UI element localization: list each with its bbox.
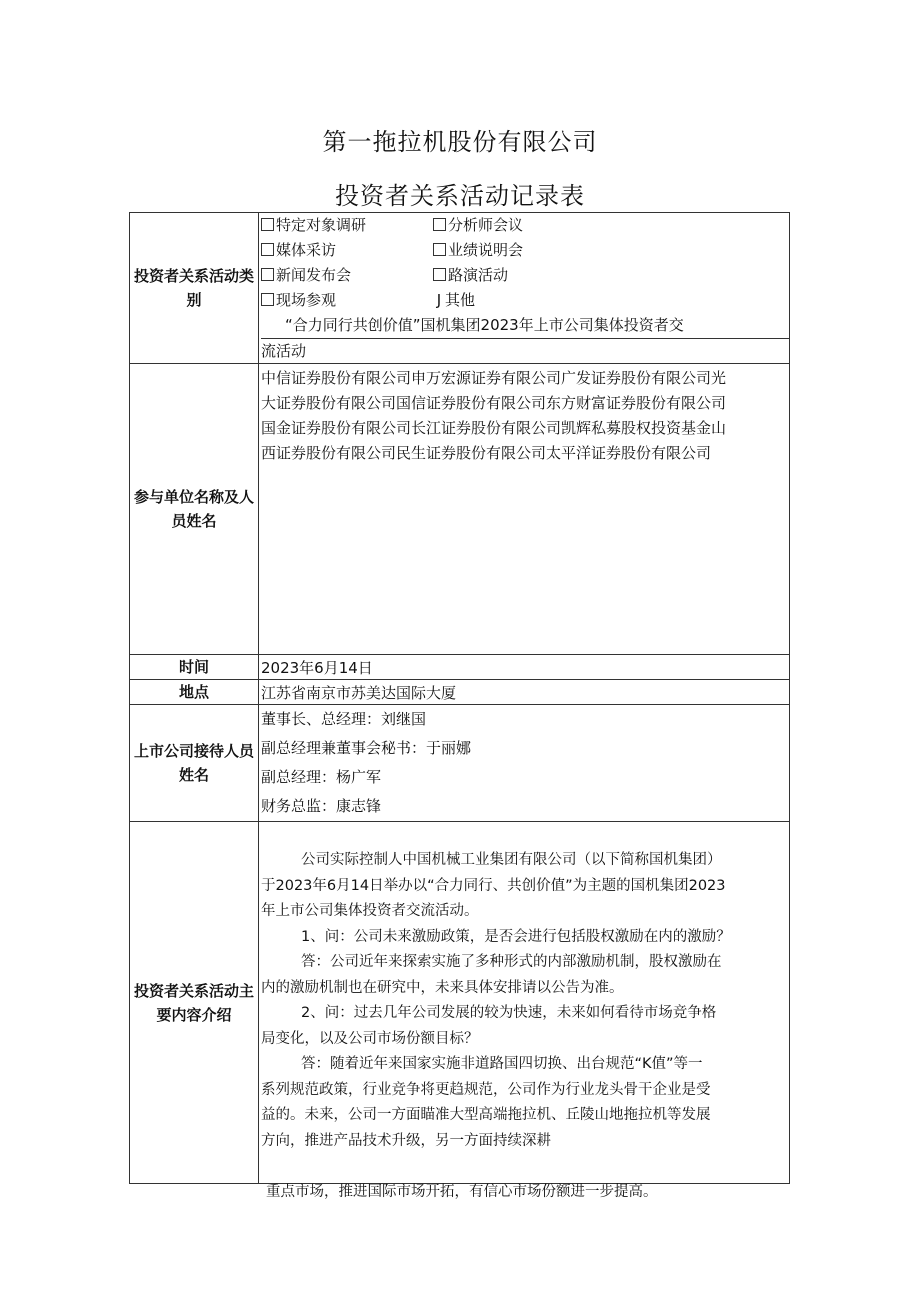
option-roadshow[interactable]: 路演活动 bbox=[433, 263, 605, 288]
option-special-research[interactable]: 特定对象调研 bbox=[261, 213, 433, 238]
checkbox-icon bbox=[433, 243, 446, 256]
checkbox-icon bbox=[261, 243, 274, 256]
option-media-interview[interactable]: 媒体采访 bbox=[261, 238, 433, 263]
content-value bbox=[259, 822, 790, 1184]
receptionists-value bbox=[259, 705, 790, 822]
option-earnings-briefing[interactable]: 业绩说明会 bbox=[433, 238, 605, 263]
content-continuation: 重点市场，推进国际市场开拓，有信心市场份额进一步提高。 bbox=[266, 1184, 658, 1200]
record-table bbox=[129, 212, 790, 1184]
time-value: 2023年6月14日 bbox=[259, 655, 790, 680]
receptionist-line: 财务总监：康志锋 bbox=[261, 797, 382, 815]
row-location bbox=[130, 680, 790, 705]
page-subtitle: 投资者关系活动记录表 bbox=[335, 182, 585, 210]
option-other[interactable]: J 其他 bbox=[433, 288, 605, 313]
row-receptionists bbox=[130, 705, 790, 822]
content-line: 于2023年6月14日举办以“合力同行、共创价值”为主题的国机集团2023 bbox=[261, 877, 726, 894]
receptionist-line: 副总经理：杨广军 bbox=[261, 768, 382, 786]
content-label: 投资者关系活动主要内容介绍 bbox=[130, 822, 259, 1184]
content-line: 公司实际控制人中国机械工业集团有限公司（以下简称国机集团） bbox=[301, 852, 722, 868]
receptionists-label: 上市公司接待人员姓名 bbox=[130, 705, 259, 822]
activity-type-value bbox=[259, 213, 790, 364]
content-line: 系列规范政策，行业竞争将更趋规范，公司作为行业龙头骨干企业是受 bbox=[261, 1081, 711, 1098]
participants-line: 国金证券股份有限公司长江证券股份有限公司凯辉私募股权投资基金山 bbox=[261, 419, 727, 437]
receptionist-line: 副总经理兼董事会秘书：于丽娜 bbox=[261, 739, 472, 757]
other-description-line-2: 流活动 bbox=[261, 338, 789, 363]
content-line: 局变化，以及公司市场份额目标？ bbox=[261, 1030, 479, 1047]
content-line: 2、问：过去几年公司发展的较为快速，未来如何看待市场竞争格 bbox=[301, 1005, 717, 1021]
checked-mark-icon: J bbox=[436, 291, 442, 309]
content-line: 方向，推进产品技术升级，另一方面持续深耕 bbox=[261, 1132, 551, 1149]
content-line: 年上市公司集体投资者交流活动。 bbox=[261, 903, 479, 919]
option-press-conference[interactable]: 新闻发布会 bbox=[261, 263, 433, 288]
participants-line: 中信证券股份有限公司申万宏源证券有限公司广发证券股份有限公司光 bbox=[261, 369, 727, 387]
location-label: 地点 bbox=[130, 680, 259, 705]
option-analyst-meeting[interactable]: 分析师会议 bbox=[433, 213, 605, 238]
option-site-visit[interactable]: 现场参观 bbox=[261, 288, 433, 313]
page-title: 第一拖拉机股份有限公司 bbox=[322, 128, 598, 156]
checkbox-icon bbox=[261, 293, 274, 306]
participants-value bbox=[259, 364, 790, 655]
content-line: 答：公司近年来探索实施了多种形式的内部激励机制，股权激励在 bbox=[301, 954, 722, 970]
content-line: 1、问：公司未来激励政策，是否会进行包括股权激励在内的激励？ bbox=[301, 928, 731, 945]
activity-type-label: 投资者关系活动类别 bbox=[130, 213, 259, 364]
content-line: 答：随着近年来国家实施非道路国四切换、出台规范“K值”等一 bbox=[301, 1056, 703, 1072]
participants-line: 大证券股份有限公司国信证券股份有限公司东方财富证券股份有限公司 bbox=[261, 394, 727, 412]
checkbox-icon bbox=[433, 268, 446, 281]
checkbox-icon bbox=[433, 218, 446, 231]
row-content bbox=[130, 822, 790, 1184]
checkbox-icon bbox=[261, 268, 274, 281]
row-participants bbox=[130, 364, 790, 655]
receptionist-line: 董事长、总经理：刘继国 bbox=[261, 710, 427, 728]
checkbox-icon bbox=[261, 218, 274, 231]
other-description-line-1: “合力同行共创价值”国机集团2023年上市公司集体投资者交 bbox=[285, 316, 684, 334]
row-time bbox=[130, 655, 790, 680]
participants-line: 西证券股份有限公司民生证券股份有限公司太平洋证券股份有限公司 bbox=[261, 444, 712, 462]
location-value: 江苏省南京市苏美达国际大厦 bbox=[259, 680, 790, 705]
row-activity-type bbox=[130, 213, 790, 364]
participants-label: 参与单位名称及人员姓名 bbox=[130, 364, 259, 655]
content-line: 益的。未来，公司一方面瞄准大型高端拖拉机、丘陵山地拖拉机等发展 bbox=[261, 1107, 711, 1123]
content-line: 内的激励机制也在研究中，未来具体安排请以公告为准。 bbox=[261, 979, 624, 996]
time-label: 时间 bbox=[130, 655, 259, 680]
